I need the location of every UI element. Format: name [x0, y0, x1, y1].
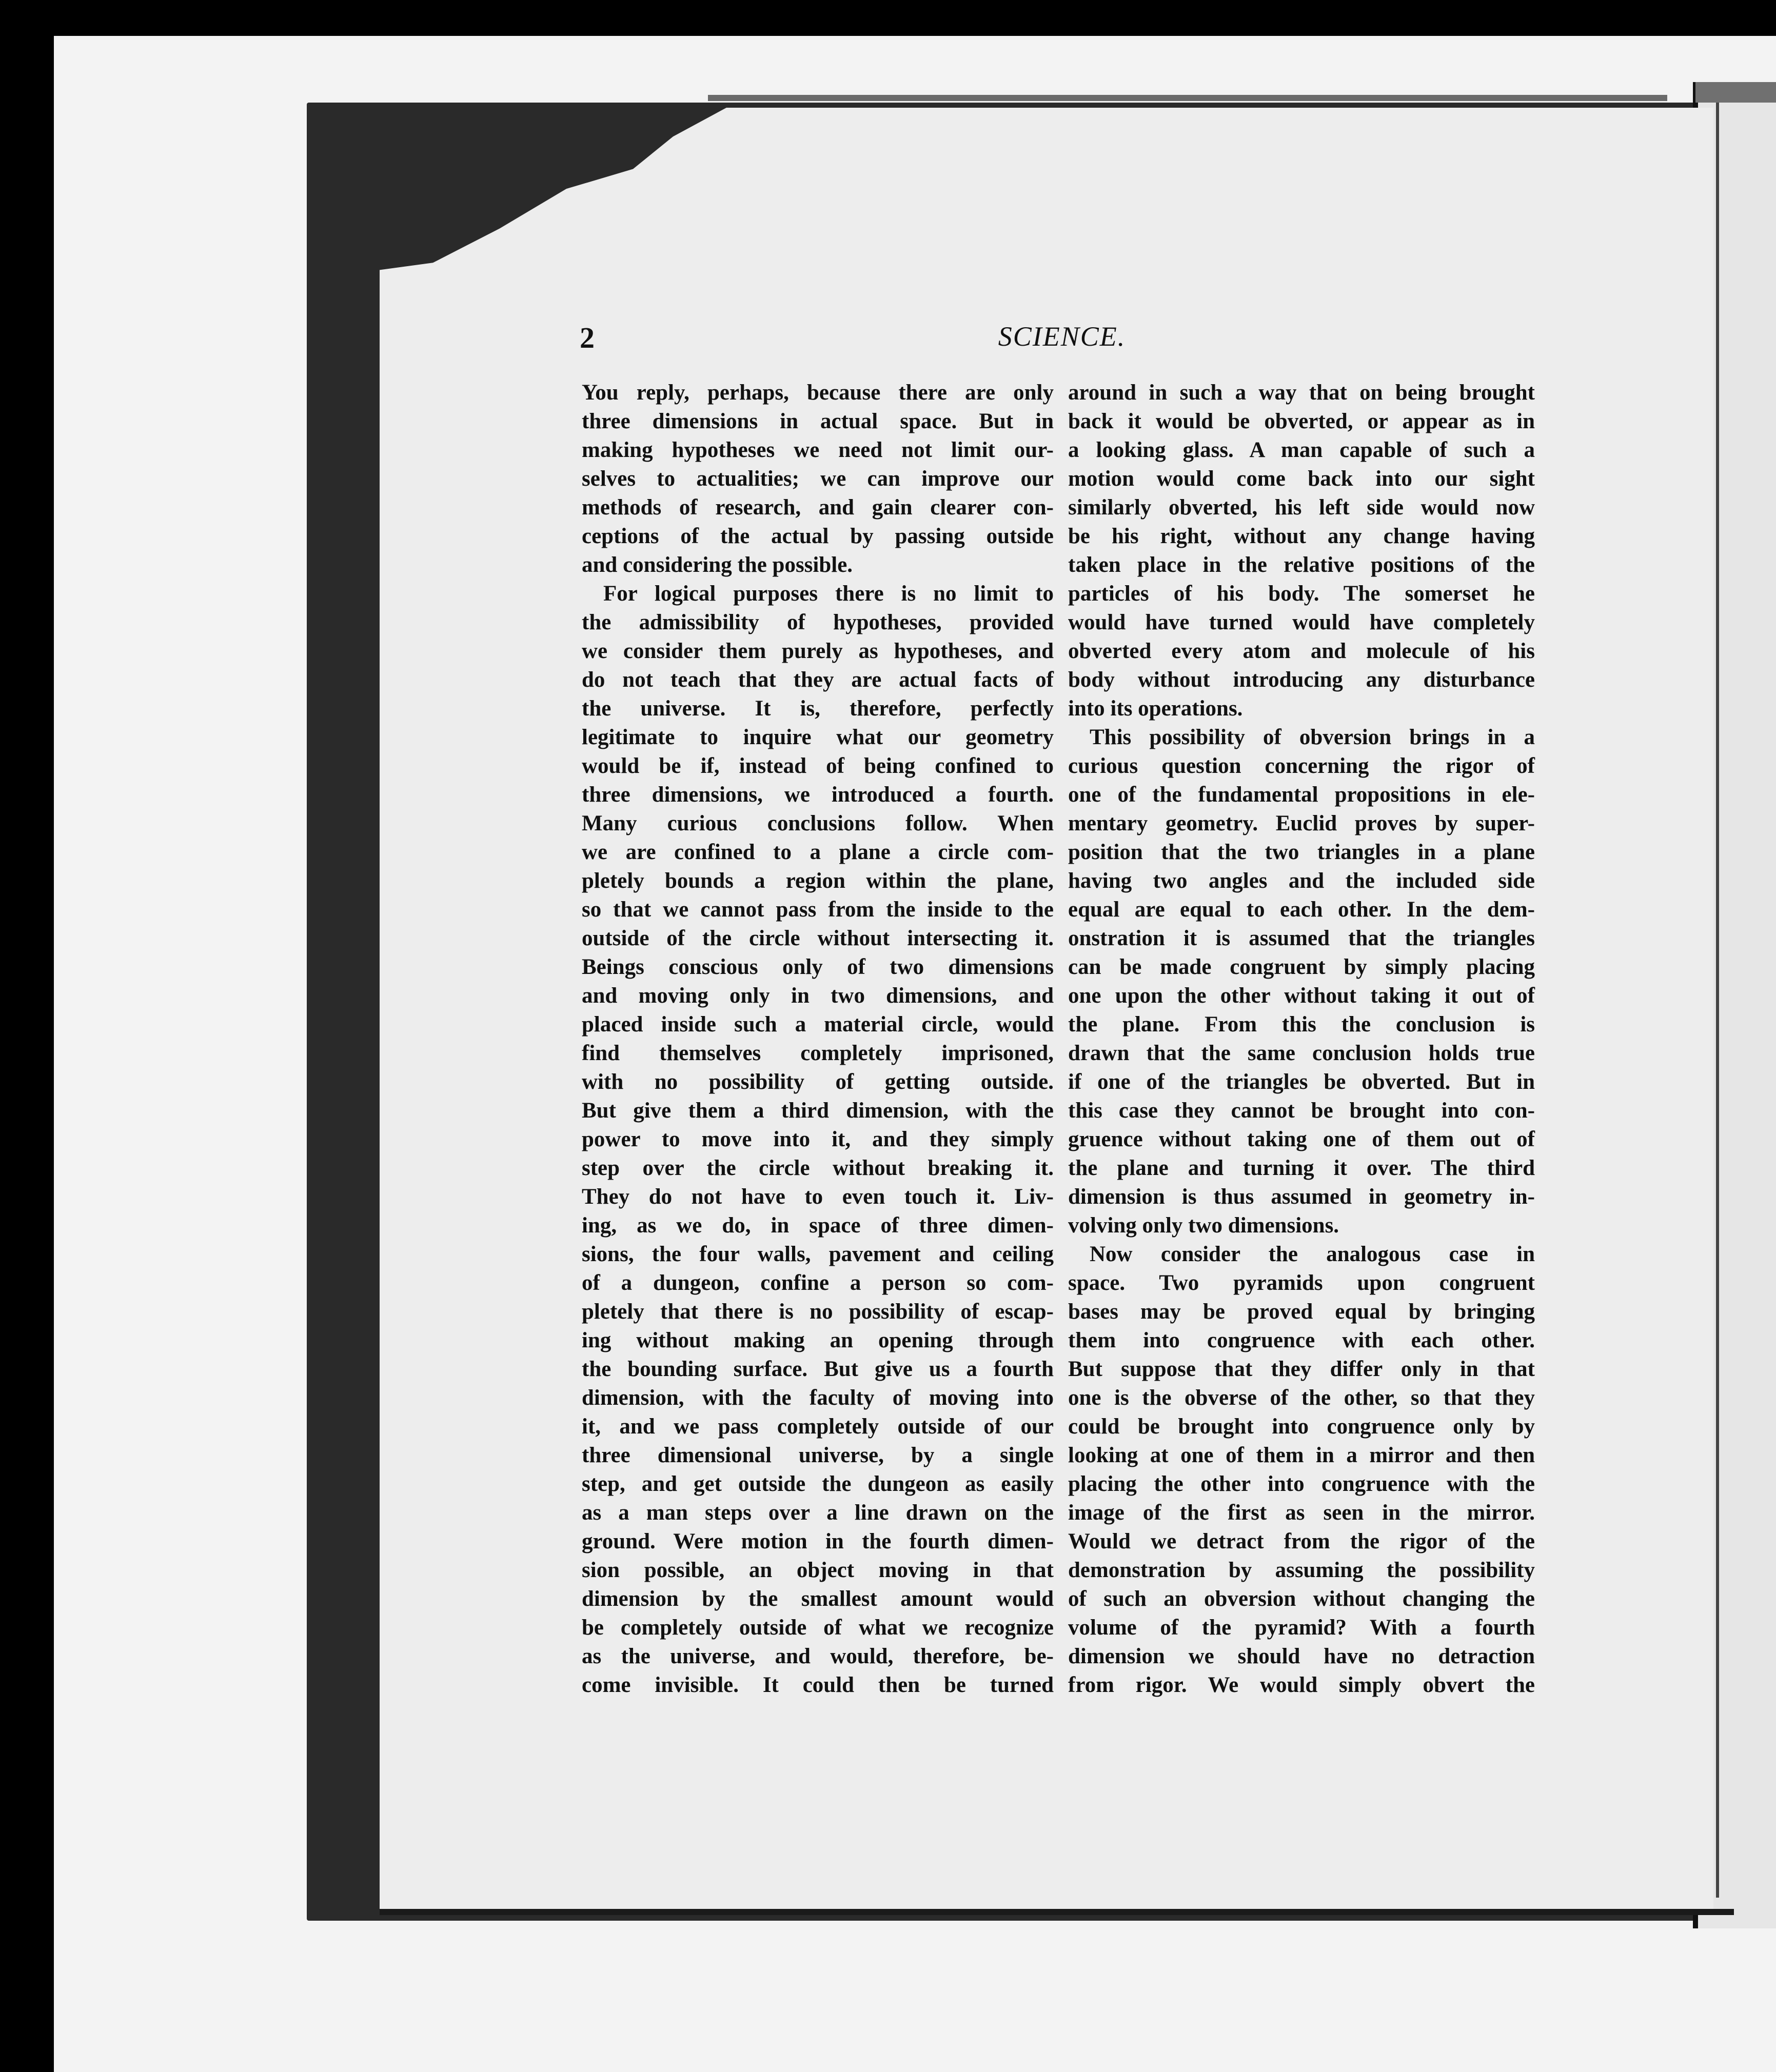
text-line: obverted every atom and molecule of his — [1068, 639, 1535, 663]
text-line: could be brought into congruence only by — [1068, 1414, 1535, 1439]
text-line: space. Two pyramids upon congruent — [1068, 1271, 1535, 1295]
page-top-edge — [708, 95, 1667, 101]
text-line: and moving only in two dimensions, and — [582, 984, 1054, 1008]
text-column-left — [582, 378, 1054, 1700]
text-line: can be made congruent by simply placing — [1068, 955, 1535, 979]
text-line: ing, as we do, in space of three dimen- — [582, 1213, 1054, 1238]
text-line: so that we cannot pass from the inside to the — [582, 898, 1054, 922]
text-line: taken place in the relative positions of the — [1068, 553, 1535, 577]
text-line: this case they cannot be brought into con- — [1068, 1099, 1535, 1123]
text-line: three dimensions, we introduced a fourth. — [582, 783, 1054, 807]
text-line: three dimensions in actual space. But in — [582, 409, 1054, 433]
text-line: bases may be proved equal by bringing — [1068, 1300, 1535, 1324]
text-line: we are confined to a plane a circle com- — [582, 840, 1054, 864]
text-line: the universe. It is, therefore, perfectly — [582, 696, 1054, 721]
text-line: ceptions of the actual by passing outside — [582, 524, 1054, 548]
text-line: one of the fundamental propositions in ele- — [1068, 783, 1535, 807]
text-line: one is the obverse of the other, so that they — [1068, 1386, 1535, 1410]
text-line: three dimensional universe, by a single — [582, 1443, 1054, 1467]
text-line: of such an obversion without changing the — [1068, 1587, 1535, 1611]
page-header — [580, 321, 1544, 367]
text-line: equal are equal to each other. In the dem- — [1068, 898, 1535, 922]
text-line: we consider them purely as hypotheses, and — [582, 639, 1054, 663]
text-line: volving only two dimensions. — [1068, 1213, 1339, 1238]
text-line: them into congruence with each other. — [1068, 1328, 1535, 1352]
text-line: would have turned would have completely — [1068, 610, 1535, 634]
text-line: Now consider the analogous case in — [1090, 1242, 1535, 1266]
text-line: demonstration by assuming the possibility — [1068, 1558, 1535, 1582]
text-line: the plane and turning it over. The third — [1068, 1156, 1535, 1180]
text-line: dimension by the smallest amount would — [582, 1587, 1054, 1611]
text-line: the bounding surface. But give us a fourth — [582, 1357, 1054, 1381]
text-line: placed inside such a material circle, would — [582, 1012, 1054, 1037]
text-line: sions, the four walls, pavement and ceiling — [582, 1242, 1054, 1266]
text-line: body without introducing any disturbance — [1068, 668, 1535, 692]
text-line: image of the first as seen in the mirror. — [1068, 1501, 1535, 1525]
text-line: around in such a way that on being brought — [1068, 381, 1535, 405]
text-line: legitimate to inquire what our geometry — [582, 725, 1054, 749]
text-line: placing the other into congruence with the — [1068, 1472, 1535, 1496]
page-bottom-edge — [380, 1909, 1734, 1915]
text-line: similarly obverted, his left side would now — [1068, 495, 1535, 520]
text-line: motion would come back into our sight — [1068, 467, 1535, 491]
text-line: gruence without taking one of them out of — [1068, 1127, 1535, 1151]
text-line: be completely outside of what we recognize — [582, 1616, 1054, 1640]
text-line: Beings conscious only of two dimensions — [582, 955, 1054, 979]
text-line: into its operations. — [1068, 696, 1243, 721]
text-line: pletely bounds a region within the plane, — [582, 869, 1054, 893]
page-number: 2 — [580, 321, 595, 354]
text-line: curious question concerning the rigor of — [1068, 754, 1535, 778]
text-line: For logical purposes there is no limit to — [603, 582, 1054, 606]
text-line: as a man steps over a line drawn on the — [582, 1501, 1054, 1525]
text-line: of a dungeon, confine a person so com- — [582, 1271, 1054, 1295]
text-line: making hypotheses we need not limit our- — [582, 438, 1054, 462]
text-line: from rigor. We would simply obvert the — [1068, 1673, 1535, 1697]
text-line: onstration it is assumed that the triangles — [1068, 926, 1535, 950]
text-line: come invisible. It could then be turned — [582, 1673, 1054, 1697]
text-line: volume of the pyramid? With a fourth — [1068, 1616, 1535, 1640]
text-line: dimension is thus assumed in geometry in- — [1068, 1185, 1535, 1209]
text-column-right — [1068, 378, 1535, 1700]
text-line: position that the two triangles in a plane — [1068, 840, 1535, 864]
text-line: if one of the triangles be obverted. But in — [1068, 1070, 1535, 1094]
text-line: one upon the other without taking it out of — [1068, 984, 1535, 1008]
text-line: be his right, without any change having — [1068, 524, 1535, 548]
text-line: Many curious conclusions follow. When — [582, 811, 1054, 835]
text-line: step, and get outside the dungeon as easily — [582, 1472, 1054, 1496]
text-line: would be if, instead of being confined to — [582, 754, 1054, 778]
text-line: You reply, perhaps, because there are only — [582, 381, 1054, 405]
text-line: ing without making an opening through — [582, 1328, 1054, 1352]
text-line: outside of the circle without intersecting it. — [582, 926, 1054, 950]
text-line: do not teach that they are actual facts of — [582, 668, 1054, 692]
text-line: dimension we should have no detraction — [1068, 1644, 1535, 1668]
text-line: having two angles and the included side — [1068, 869, 1535, 893]
adjacent-page-top — [1695, 82, 1776, 103]
text-line: sion possible, an object moving in that — [582, 1558, 1054, 1582]
text-line: methods of research, and gain clearer con- — [582, 495, 1054, 520]
text-line: They do not have to even touch it. Liv- — [582, 1185, 1054, 1209]
text-line: particles of his body. The somerset he — [1068, 582, 1535, 606]
text-line: dimension, with the faculty of moving into — [582, 1386, 1054, 1410]
text-line: Would we detract from the rigor of the — [1068, 1529, 1535, 1553]
text-line: and considering the possible. — [582, 553, 853, 577]
text-line: with no possibility of getting outside. — [582, 1070, 1054, 1094]
text-line: it, and we pass completely outside of our — [582, 1414, 1054, 1439]
text-line: a looking glass. A man capable of such a — [1068, 438, 1535, 462]
text-line: step over the circle without breaking it. — [582, 1156, 1054, 1180]
text-line: back it would be obverted, or appear as in — [1068, 409, 1535, 433]
text-line: This possibility of obversion brings in a — [1090, 725, 1535, 749]
text-line: looking at one of them in a mirror and then — [1068, 1443, 1535, 1467]
text-line: the plane. From this the conclusion is — [1068, 1012, 1535, 1037]
text-line: as the universe, and would, therefore, be- — [582, 1644, 1054, 1668]
text-line: pletely that there is no possibility of escap- — [582, 1300, 1054, 1324]
text-line: the admissibility of hypotheses, provided — [582, 610, 1054, 634]
text-line: power to move into it, and they simply — [582, 1127, 1054, 1151]
text-line: ground. Were motion in the fourth dimen- — [582, 1529, 1054, 1553]
text-line: drawn that the same conclusion holds true — [1068, 1041, 1535, 1065]
text-line: selves to actualities; we can improve our — [582, 467, 1054, 491]
running-head: SCIENCE. — [998, 321, 1126, 352]
text-line: But give them a third dimension, with the — [582, 1099, 1054, 1123]
adjacent-page-margin-line — [1716, 103, 1719, 1898]
text-line: find themselves completely imprisoned, — [582, 1041, 1054, 1065]
text-line: mentary geometry. Euclid proves by super- — [1068, 811, 1535, 835]
text-line: But suppose that they differ only in that — [1068, 1357, 1535, 1381]
